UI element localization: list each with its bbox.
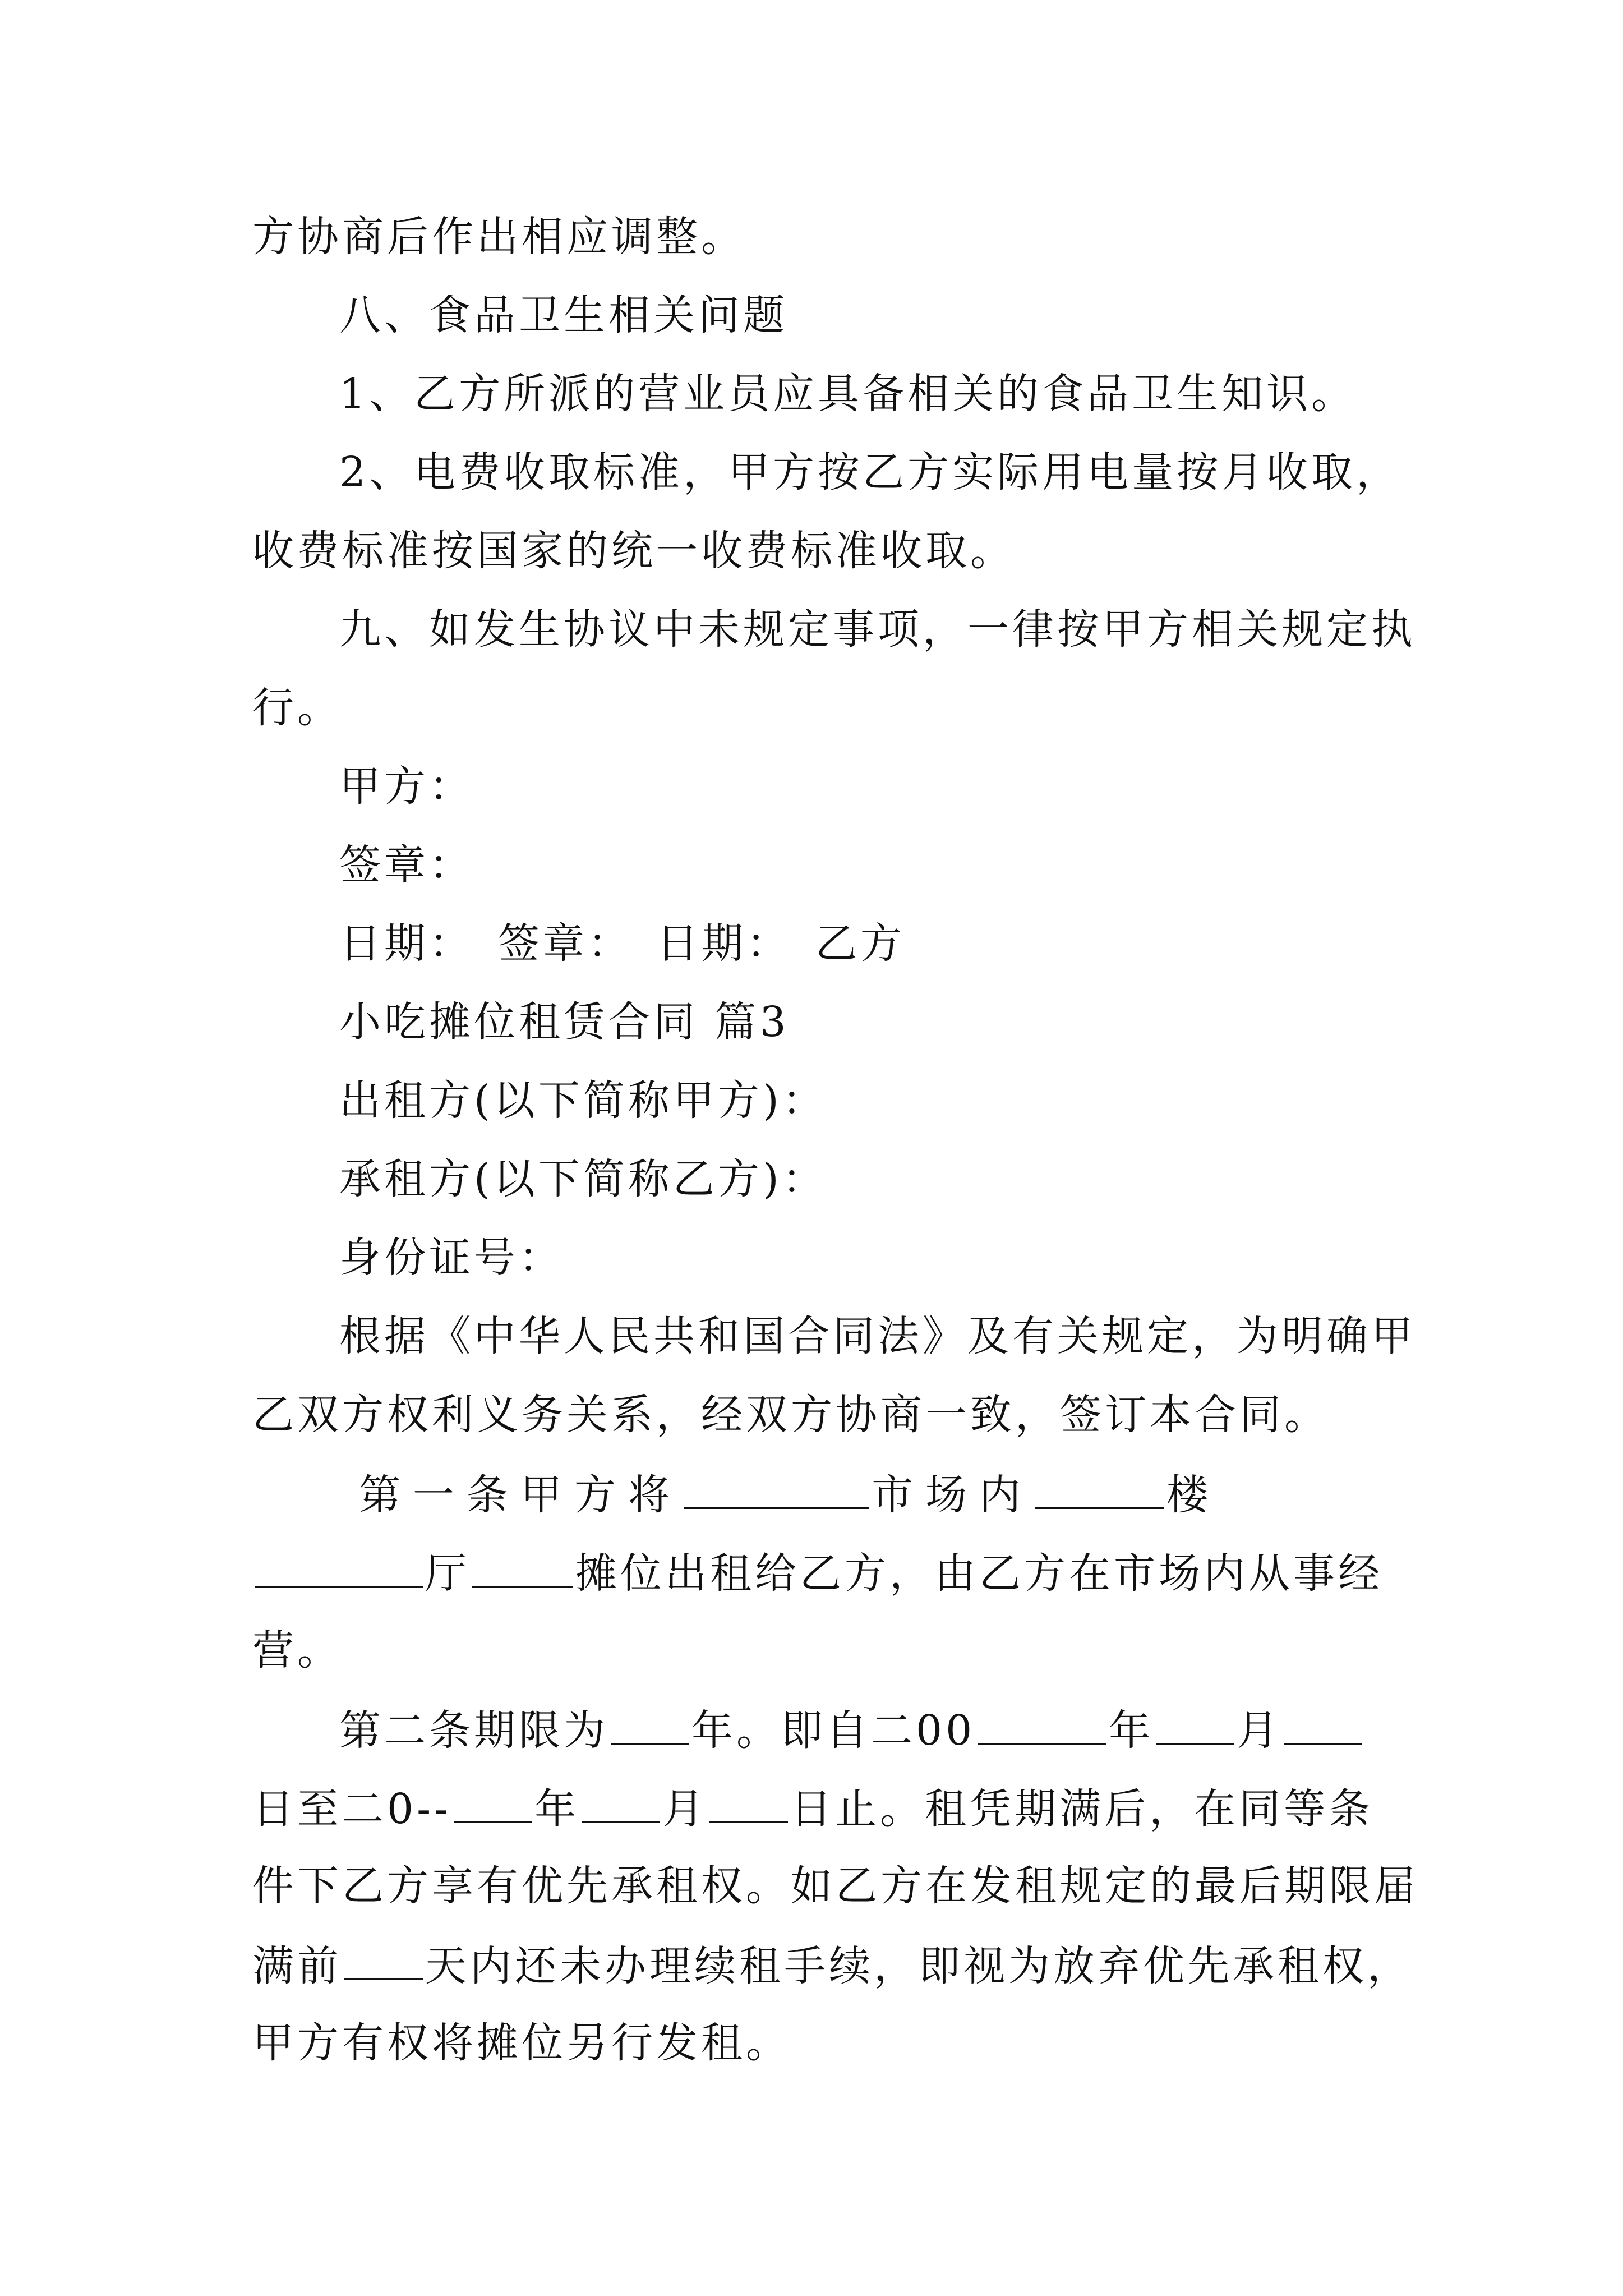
text-span: 满前 bbox=[252, 1942, 342, 1990]
text-span: 天内还未办理续租手续，即视为放弃优先承租权， bbox=[425, 1942, 1412, 1990]
section-heading: 八、食品卫生相关问题 bbox=[339, 291, 788, 339]
text-span: 月 bbox=[662, 1785, 708, 1833]
fill-blank bbox=[1284, 1708, 1362, 1745]
text-line: 根据《中华人民共和国合同法》及有关规定，为明确甲 bbox=[339, 1312, 1416, 1360]
fill-blank bbox=[582, 1787, 660, 1823]
id-label: 身份证号： bbox=[339, 1234, 564, 1282]
text-span: 日至二0-- bbox=[252, 1785, 452, 1833]
article-2-line-1 bbox=[339, 1706, 1364, 1755]
text-span: 摊位出租给乙方，由乙方在市场内从事经 bbox=[575, 1549, 1383, 1598]
text-span: 楼 bbox=[1166, 1471, 1220, 1519]
fill-blank bbox=[344, 1944, 423, 1980]
section-heading: 九、如发生协议中未规定事项，一律按甲方相关规定执 bbox=[339, 605, 1416, 654]
text-line: 2、电费收取标准，甲方按乙方实际用电量按月收取， bbox=[339, 448, 1401, 496]
fill-blank bbox=[454, 1787, 532, 1823]
text-span: 日止。租凭期满后，在同等条 bbox=[790, 1785, 1374, 1833]
article-2-line-4 bbox=[252, 1942, 1412, 1990]
contract-title: 小吃摊位租赁合同 篇3 bbox=[339, 998, 790, 1046]
fill-blank bbox=[472, 1551, 573, 1588]
article-1-line-1 bbox=[359, 1471, 1220, 1519]
article-2-line-2 bbox=[252, 1785, 1374, 1833]
text-span: 市场内 bbox=[872, 1471, 1033, 1519]
text-line: 乙双方权利义务关系，经双方协商一致，签订本合同。 bbox=[252, 1391, 1329, 1439]
text-span: 年 bbox=[534, 1785, 580, 1833]
signature-label: 甲方： bbox=[339, 762, 474, 811]
fill-blank bbox=[684, 1473, 869, 1509]
fill-blank bbox=[1035, 1473, 1164, 1509]
text-span: 年 bbox=[1109, 1706, 1154, 1755]
text-line: 1、乙方所派的营业员应具备相关的食品卫生知识。 bbox=[339, 370, 1357, 418]
text-span: 厅 bbox=[425, 1549, 470, 1598]
party-label: 承租方(以下简称乙方)： bbox=[339, 1155, 827, 1203]
fill-blank bbox=[611, 1708, 689, 1745]
text-line: 方协商后作出相应调整。 bbox=[252, 213, 746, 261]
text-line: 甲方有权将摊位另行发租。 bbox=[252, 2019, 791, 2067]
text-span: 第二条期限为 bbox=[339, 1706, 608, 1755]
text-span: 第一条甲方将 bbox=[359, 1471, 682, 1519]
party-label: 出租方(以下简称甲方)： bbox=[339, 1076, 827, 1125]
text-line: 收费标准按国家的统一收费标准收取。 bbox=[252, 527, 1015, 575]
fill-blank bbox=[978, 1708, 1106, 1745]
text-span: 月 bbox=[1237, 1706, 1282, 1755]
fill-blank bbox=[255, 1551, 423, 1588]
text-span: 年。即自二00 bbox=[691, 1706, 976, 1755]
fill-blank bbox=[709, 1787, 788, 1823]
signature-label: 签章： bbox=[339, 841, 474, 889]
fill-blank bbox=[1156, 1708, 1234, 1745]
text-line: 件下乙方享有优先承租权。如乙方在发租规定的最后期限届 bbox=[252, 1862, 1419, 1910]
text-line: 营。 bbox=[252, 1626, 342, 1674]
article-1-line-2 bbox=[252, 1549, 1383, 1598]
signature-label: 日期： 签章： 日期： 乙方 bbox=[339, 919, 905, 968]
text-line: 行。 bbox=[252, 684, 342, 732]
